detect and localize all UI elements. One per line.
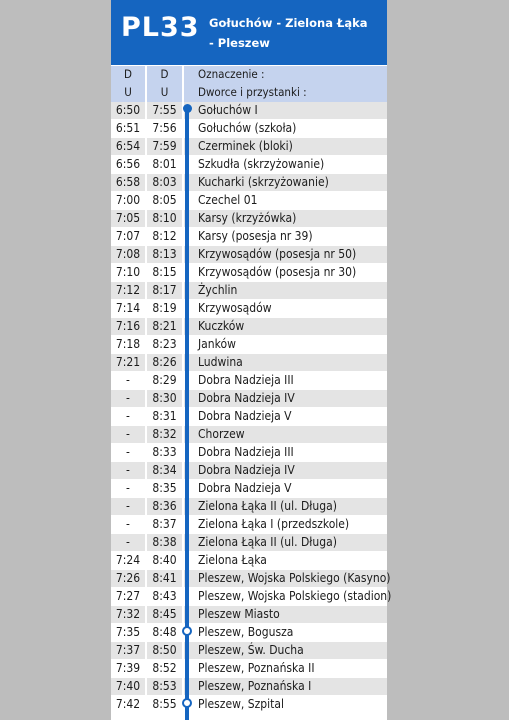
- stop-name: Gołuchów (szkoła): [198, 121, 297, 135]
- departure-time-2: 8:33: [152, 445, 177, 459]
- stop-name: Gołuchów I: [198, 103, 258, 117]
- table-row: [111, 696, 387, 713]
- column-header-row-2: [111, 84, 387, 102]
- stop-name: Dobra Nadzieja IV: [198, 463, 295, 477]
- departure-time-2: 8:05: [152, 193, 177, 207]
- route-timeline: [183, 102, 191, 720]
- stop-name: Dobra Nadzieja III: [198, 373, 294, 387]
- stop-name: Kuczków: [198, 319, 245, 333]
- stop-name: Pleszew, Bogusza: [198, 625, 294, 639]
- column-divider: [145, 65, 147, 720]
- table-row: [111, 660, 387, 677]
- departure-time-1: 7:07: [115, 229, 141, 243]
- departure-time-2: 8:50: [152, 643, 177, 657]
- table-row: [111, 336, 387, 353]
- table-row: [111, 192, 387, 209]
- departure-time-1: 7:14: [115, 301, 141, 315]
- stop-name: Karsy (krzyżówka): [198, 211, 297, 225]
- departure-time-1: 7:10: [115, 265, 141, 279]
- departure-time-1: 7:39: [115, 661, 141, 675]
- col1-header-bottom: U: [124, 85, 132, 99]
- departure-time-2: 8:48: [152, 625, 177, 639]
- stop-name: Zielona Łąka: [198, 553, 267, 567]
- departure-time-2: 8:40: [152, 553, 177, 567]
- column-header-row-1: [111, 66, 387, 84]
- departure-time-2: 8:19: [152, 301, 177, 315]
- departure-time-2: 8:32: [152, 427, 177, 441]
- departure-time-1: 7:18: [115, 337, 141, 351]
- col2-header-top: D: [160, 67, 169, 81]
- departure-time-1: 6:54: [115, 139, 141, 153]
- departure-time-2: 8:12: [152, 229, 177, 243]
- departure-time-2: 8:53: [152, 679, 177, 693]
- table-row: [111, 120, 387, 137]
- table-row: [111, 246, 387, 263]
- table-row: [111, 678, 387, 695]
- table-row: [111, 552, 387, 569]
- table-row: [111, 606, 387, 623]
- stop-name: Krzywosądów (posesja nr 30): [198, 265, 357, 279]
- col1-header-top: D: [124, 67, 132, 81]
- table-row: [111, 498, 387, 515]
- departure-time-2: 8:01: [152, 157, 177, 171]
- departure-time-2: 8:31: [152, 409, 177, 423]
- stop-name: Ludwina: [198, 355, 243, 369]
- route-title-line1: Gołuchów - Zielona Łąka: [209, 16, 368, 30]
- departure-time-1: -: [126, 481, 130, 495]
- stop-name: Szkudła (skrzyżowanie): [198, 157, 325, 171]
- stop-name: Zielona Łąka II (ul. Długa): [198, 499, 337, 513]
- departure-time-1: 7:00: [115, 193, 141, 207]
- departure-time-1: 7:40: [115, 679, 141, 693]
- stop-name: Janków: [198, 337, 236, 351]
- departure-time-1: 7:08: [115, 247, 141, 261]
- stop-name: Krzywosądów: [198, 301, 272, 315]
- stop-ring-icon: [182, 626, 192, 636]
- table-row: [111, 534, 387, 551]
- stop-name: Chorzew: [198, 427, 245, 441]
- stop-name: Pleszew, Wojska Polskiego (stadion): [198, 589, 392, 603]
- table-row: [111, 588, 392, 605]
- departure-time-1: 6:56: [115, 157, 141, 171]
- departure-time-1: 7:42: [115, 697, 141, 711]
- table-row: [111, 300, 387, 317]
- line-number: PL33: [121, 12, 200, 43]
- departure-time-1: -: [126, 517, 130, 531]
- table-row: [111, 390, 387, 407]
- departure-time-2: 8:35: [152, 481, 177, 495]
- table-row: [111, 444, 387, 461]
- departure-time-1: -: [126, 427, 130, 441]
- departure-time-2: 8:10: [152, 211, 177, 225]
- stop-name: Pleszew Miasto: [198, 607, 280, 621]
- departure-time-2: 8:03: [152, 175, 177, 189]
- departure-time-2: 7:59: [152, 139, 177, 153]
- table-row: [111, 480, 387, 497]
- departure-time-2: 7:55: [152, 103, 177, 117]
- departure-time-2: 8:37: [152, 517, 177, 531]
- departure-time-2: 8:45: [152, 607, 177, 621]
- marking-label: Oznaczenie :: [198, 67, 265, 81]
- stop-name: Zielona Łąka I (przedszkole): [198, 517, 350, 531]
- departure-time-1: 7:32: [115, 607, 141, 621]
- table-row: [111, 642, 387, 659]
- stop-name: Pleszew, Poznańska II: [198, 661, 315, 675]
- departure-time-2: 8:17: [152, 283, 177, 297]
- departure-time-1: -: [126, 463, 130, 477]
- route-title: [209, 13, 381, 53]
- timetable-header: [111, 0, 387, 65]
- stop-name: Kucharki (skrzyżowanie): [198, 175, 329, 189]
- departure-time-2: 8:26: [152, 355, 177, 369]
- stop-name: Karsy (posesja nr 39): [198, 229, 313, 243]
- stop-name: Czerminek (bloki): [198, 139, 293, 153]
- departure-time-2: 8:13: [152, 247, 177, 261]
- stop-name: Krzywosądów (posesja nr 50): [198, 247, 357, 261]
- table-row: [111, 426, 387, 443]
- table-row: [111, 318, 387, 335]
- departure-time-2: 8:36: [152, 499, 177, 513]
- departure-time-2: 8:23: [152, 337, 177, 351]
- departure-time-2: 8:21: [152, 319, 177, 333]
- table-row: [111, 408, 387, 425]
- departure-time-1: 6:58: [115, 175, 141, 189]
- stop-name: Pleszew, Wojska Polskiego (Kasyno): [198, 571, 391, 585]
- stop-name: Pleszew, Szpital: [198, 697, 284, 711]
- stop-ring-icon: [182, 698, 192, 708]
- table-row: [111, 354, 387, 371]
- table-row: [111, 156, 387, 173]
- departure-time-1: 7:24: [115, 553, 141, 567]
- stops-table: [111, 102, 392, 714]
- table-row: [111, 624, 387, 641]
- table-row: [111, 516, 387, 533]
- departure-time-2: 8:55: [152, 697, 177, 711]
- stop-name: Zielona Łąka II (ul. Długa): [198, 535, 337, 549]
- stop-name: Dobra Nadzieja IV: [198, 391, 295, 405]
- stop-dot-icon: [183, 104, 192, 113]
- departure-time-1: -: [126, 373, 130, 387]
- departure-time-2: 8:41: [152, 571, 177, 585]
- departure-time-1: -: [126, 535, 130, 549]
- table-row: [111, 138, 387, 155]
- departure-time-1: 7:35: [115, 625, 141, 639]
- table-row: [111, 282, 387, 299]
- departure-time-1: 6:50: [115, 103, 141, 117]
- timetable-sheet: [111, 0, 392, 720]
- departure-time-1: 7:37: [115, 643, 141, 657]
- stops-label: Dworce i przystanki :: [198, 85, 307, 99]
- departure-time-2: 8:34: [152, 463, 177, 477]
- departure-time-1: -: [126, 445, 130, 459]
- stop-name: Pleszew, Poznańska I: [198, 679, 312, 693]
- departure-time-1: -: [126, 499, 130, 513]
- table-row: [111, 570, 391, 587]
- departure-time-1: 7:16: [115, 319, 141, 333]
- departure-time-2: 8:38: [152, 535, 177, 549]
- departure-time-1: 7:12: [115, 283, 141, 297]
- departure-time-2: 8:52: [152, 661, 177, 675]
- departure-time-1: -: [126, 391, 130, 405]
- table-row: [111, 102, 387, 119]
- table-row: [111, 372, 387, 389]
- col2-header-bottom: U: [160, 85, 169, 99]
- departure-time-1: 7:21: [115, 355, 141, 369]
- stop-name: Żychlin: [198, 283, 238, 297]
- stop-name: Czechel 01: [198, 193, 258, 207]
- table-row: [111, 264, 387, 281]
- stop-name: Dobra Nadzieja V: [198, 481, 292, 495]
- departure-time-2: 8:29: [152, 373, 177, 387]
- departure-time-2: 8:15: [152, 265, 177, 279]
- departure-time-1: 7:05: [115, 211, 141, 225]
- table-row: [111, 462, 387, 479]
- departure-time-2: 8:43: [152, 589, 177, 603]
- departure-time-2: 7:56: [152, 121, 177, 135]
- table-row: [111, 228, 387, 245]
- stop-name: Pleszew, Św. Ducha: [198, 643, 304, 657]
- stop-name: Dobra Nadzieja III: [198, 445, 294, 459]
- departure-time-1: -: [126, 409, 130, 423]
- stop-name: Dobra Nadzieja V: [198, 409, 292, 423]
- table-row: [111, 174, 387, 191]
- departure-time-1: 7:27: [115, 589, 141, 603]
- departure-time-1: 6:51: [115, 121, 141, 135]
- table-row: [111, 210, 387, 227]
- route-title-line2: - Pleszew: [209, 36, 270, 50]
- departure-time-2: 8:30: [152, 391, 177, 405]
- departure-time-1: 7:26: [115, 571, 141, 585]
